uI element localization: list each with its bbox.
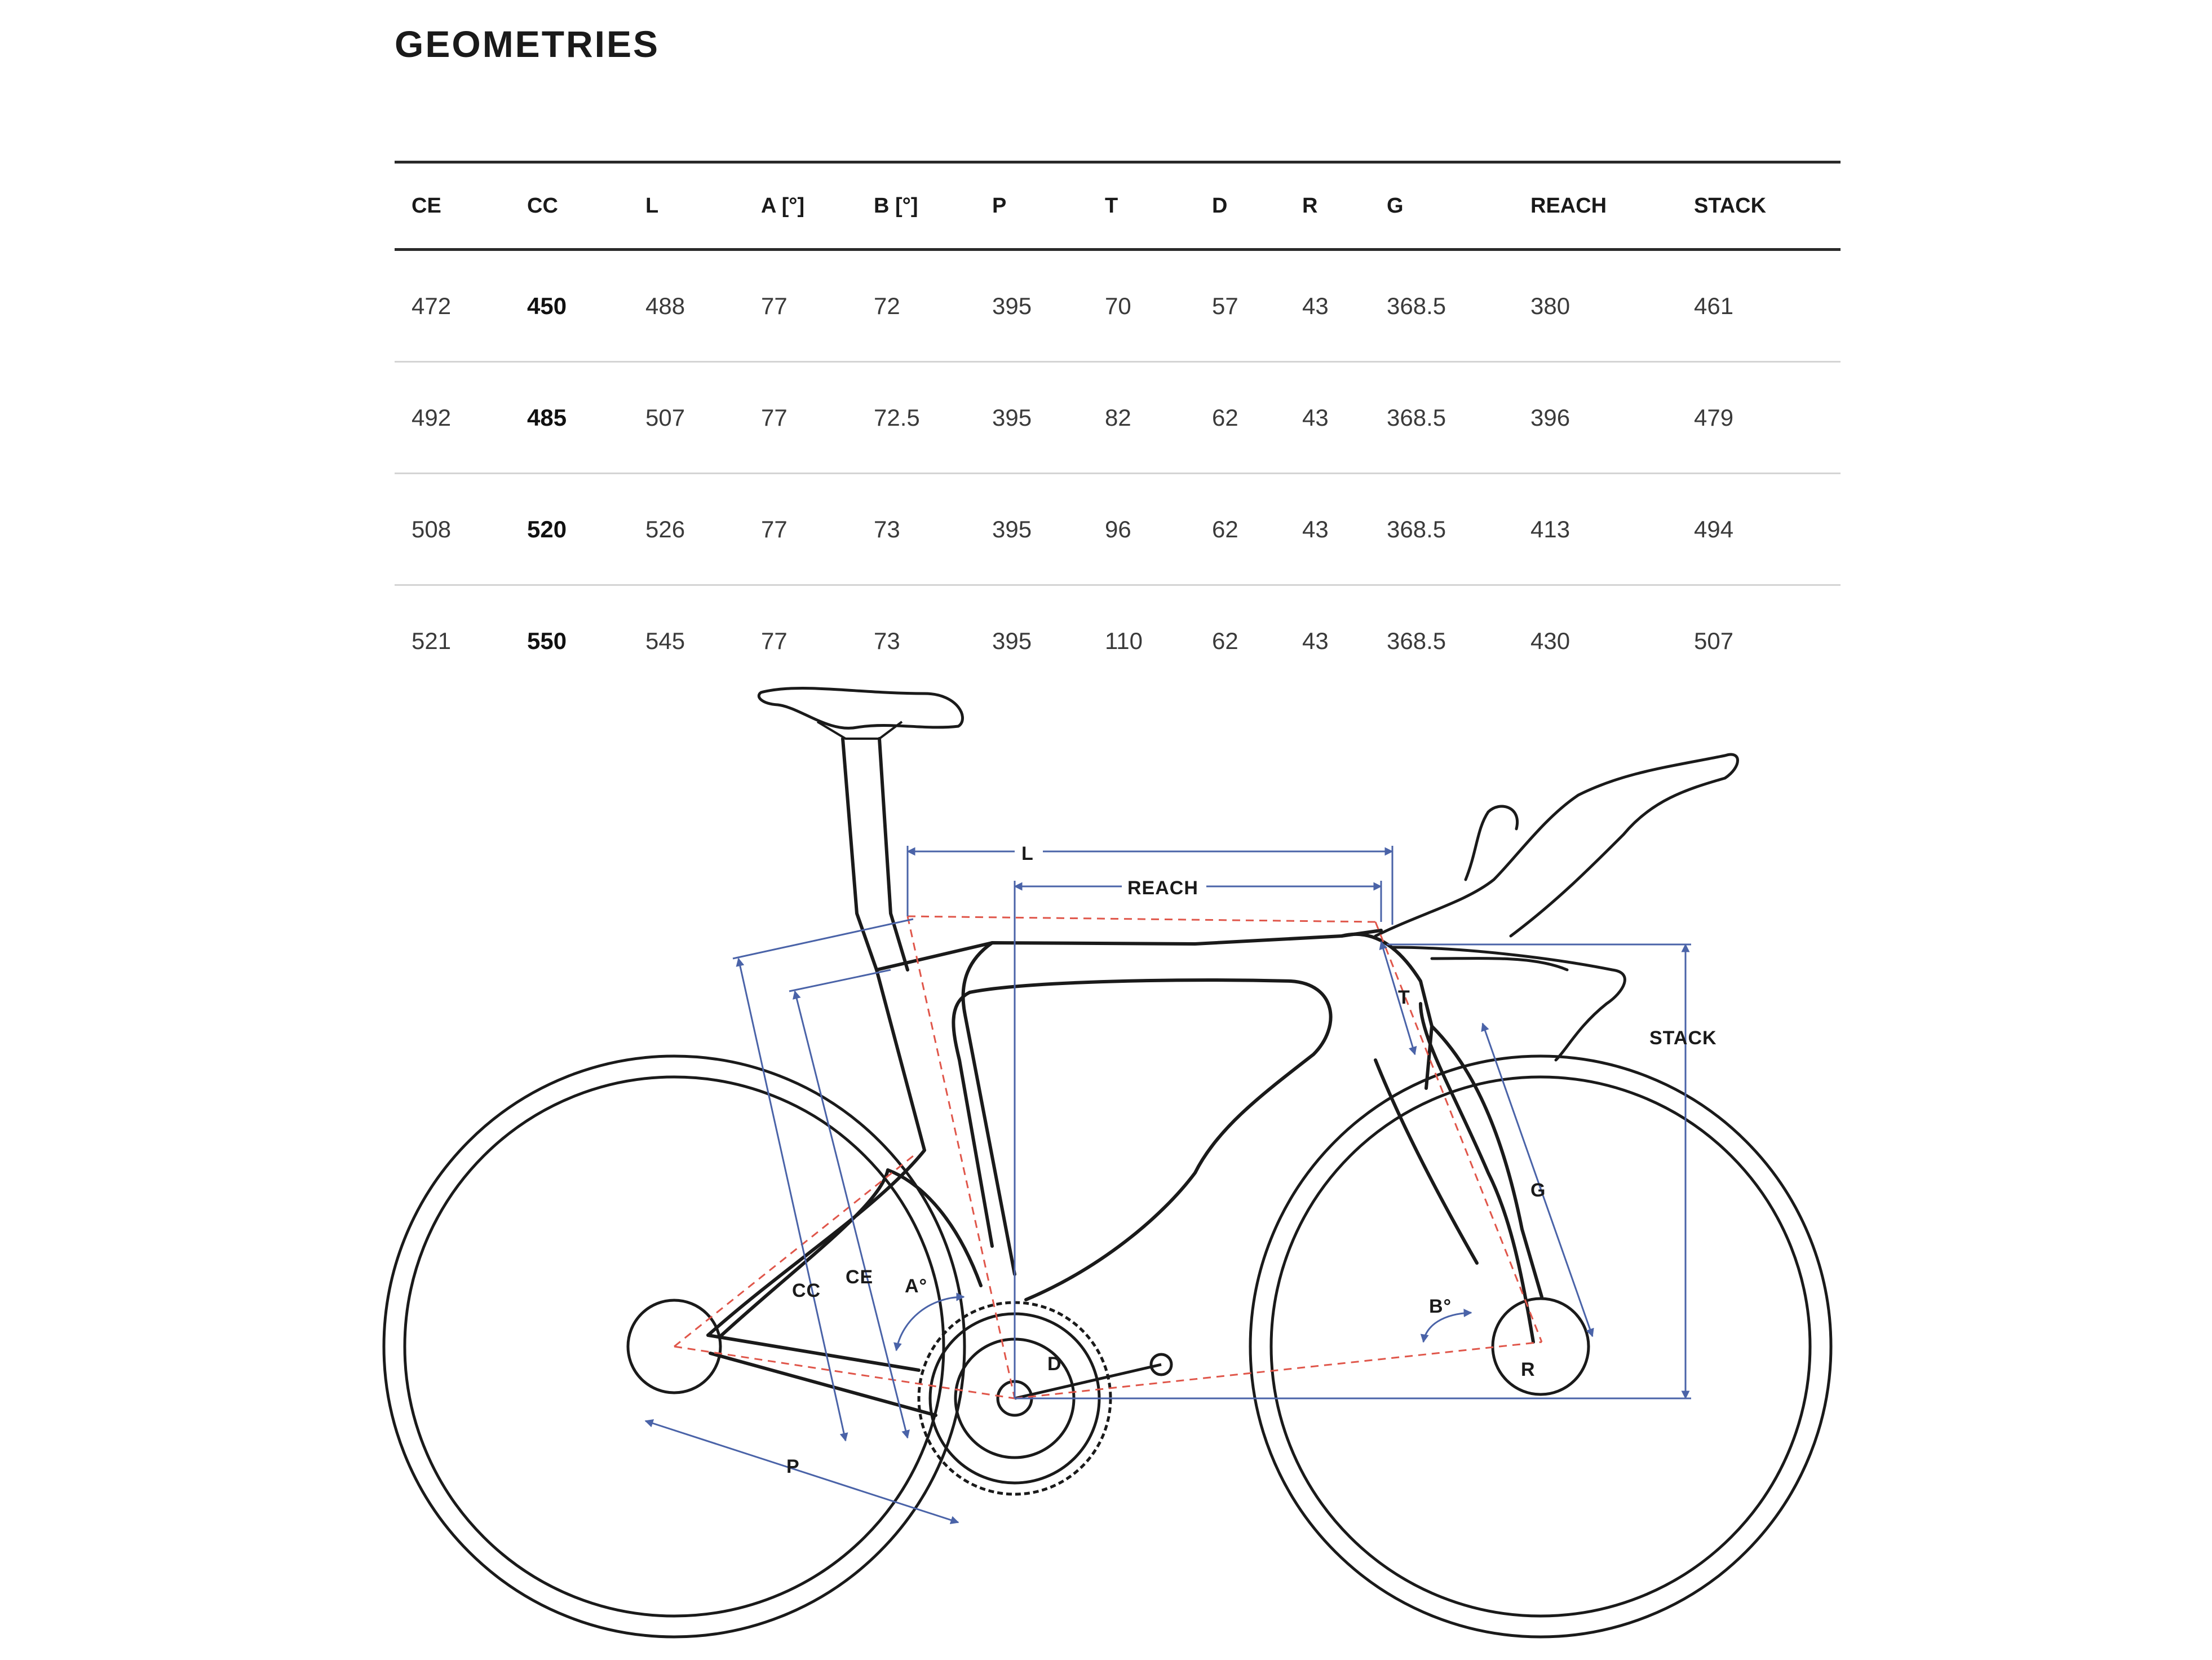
table-cell: 507 (629, 362, 744, 474)
table-cell: 545 (645, 627, 685, 654)
table-header-row (395, 162, 1841, 250)
table-cell: 380 (1514, 250, 1677, 362)
column-header-b: B [°] (857, 162, 975, 250)
table-cell: 488 (629, 250, 744, 362)
column-header-ce: CE (395, 162, 510, 250)
label-p: P (786, 1456, 800, 1477)
table-cell: 43 (1285, 362, 1370, 474)
table-cell: 70 (1088, 250, 1195, 362)
label-g: G (1530, 1180, 1546, 1201)
column-header-cc: CC (510, 162, 629, 250)
table-cell: 395 (975, 474, 1088, 585)
label-a: A° (905, 1275, 928, 1297)
column-header-r: R (1285, 162, 1370, 250)
geometry-table (395, 161, 1841, 696)
table-cell: 520 (510, 474, 629, 585)
table-cell: 73 (874, 627, 900, 654)
label-l: L (1021, 843, 1034, 864)
table-cell: 368.5 (1387, 627, 1446, 654)
table-cell: 492 (395, 362, 510, 474)
table-cell: 82 (1088, 362, 1195, 474)
label-t: T (1398, 987, 1410, 1008)
table-cell: 43 (1285, 474, 1370, 585)
table-cell: 550 (527, 627, 567, 654)
angle-a-arc (896, 1297, 964, 1350)
table-cell: 43 (1302, 627, 1329, 654)
table-cell: 73 (857, 474, 975, 585)
saddle (759, 688, 962, 728)
table-cell: 472 (395, 250, 510, 362)
table-cell: 57 (1195, 250, 1285, 362)
table-cell: 521 (412, 627, 452, 654)
table-cell: 413 (1514, 474, 1677, 585)
table-cell: 395 (975, 250, 1088, 362)
column-header-a: A [°] (744, 162, 857, 250)
column-header-d: D (1195, 162, 1285, 250)
frame (708, 739, 1542, 1415)
table-cell: 368.5 (1370, 362, 1514, 474)
table-cell: 62 (1195, 362, 1285, 474)
table-row (395, 250, 1841, 362)
table-cell: 77 (761, 627, 788, 654)
column-header-l: L (629, 162, 744, 250)
table-cell: 368.5 (1370, 250, 1514, 362)
table-cell: 461 (1677, 250, 1841, 362)
column-header-stack: STACK (1677, 162, 1841, 250)
table-cell: 507 (1694, 627, 1734, 654)
front-hub (1493, 1299, 1589, 1394)
column-header-p: P (975, 162, 1088, 250)
table-cell: 485 (510, 362, 629, 474)
label-b: B° (1429, 1296, 1452, 1317)
table-row (395, 474, 1841, 585)
table-cell: 62 (1212, 627, 1238, 654)
dimension-ce (795, 991, 908, 1438)
column-header-reach: REACH (1514, 162, 1677, 250)
table-cell: 77 (744, 362, 857, 474)
column-header-g: G (1370, 162, 1514, 250)
table-cell: 77 (744, 474, 857, 585)
table-cell: 450 (510, 250, 629, 362)
table-cell: 77 (744, 250, 857, 362)
table-cell: 396 (1514, 362, 1677, 474)
table-cell: 43 (1285, 250, 1370, 362)
label-reach: REACH (1127, 877, 1198, 899)
table-cell: 526 (629, 474, 744, 585)
table-cell: 395 (975, 362, 1088, 474)
table-cell: 72.5 (857, 362, 975, 474)
table-cell: 72 (857, 250, 975, 362)
table-cell: 494 (1677, 474, 1841, 585)
table-cell: 110 (1105, 627, 1143, 654)
table-cell: 62 (1195, 474, 1285, 585)
table-cell: 508 (395, 474, 510, 585)
bike-geometry-diagram (0, 665, 2212, 1660)
table-cell: 368.5 (1370, 474, 1514, 585)
dimension-cc (738, 959, 846, 1441)
table-cell: 479 (1677, 362, 1841, 474)
table-row (395, 362, 1841, 474)
label-r: R (1521, 1359, 1536, 1380)
label-ce: CE (846, 1266, 874, 1288)
column-header-t: T (1088, 162, 1195, 250)
table-cell: 430 (1530, 627, 1570, 654)
table-cell: 395 (992, 627, 1032, 654)
label-stack: STACK (1649, 1027, 1717, 1049)
label-cc: CC (792, 1280, 821, 1301)
label-d: D (1047, 1353, 1062, 1375)
page-title: GEOMETRIES (395, 23, 660, 65)
table-cell: 96 (1088, 474, 1195, 585)
